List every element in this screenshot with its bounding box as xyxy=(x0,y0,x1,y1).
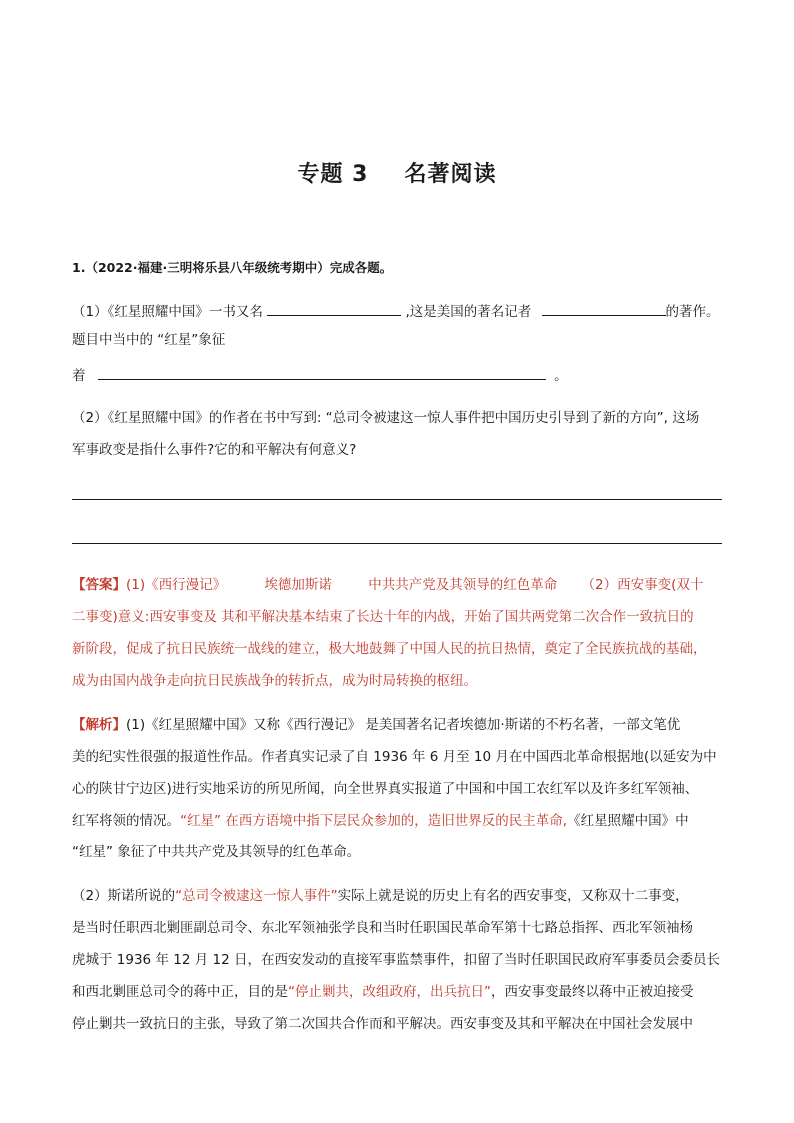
analysis-p2-line-4 xyxy=(72,980,694,1000)
q1-line-3 xyxy=(72,364,568,386)
analysis-p1-4c: 《红星照耀中国》中 xyxy=(567,813,689,829)
analysis-p1-4b: “红星” 在西方语境中指下层民众参加的，造旧世界反的民主革命, xyxy=(180,813,568,829)
analysis-p1-line-1 xyxy=(72,713,680,733)
analysis-p2-1a: （2）斯诺所说的 xyxy=(72,888,176,904)
analysis-p2-4a: 和西北剿匪总司令的蒋中正，目的是 xyxy=(72,984,288,1000)
answer-1d: （2）西安事变(双十 xyxy=(581,577,704,593)
q1-text-d: 着 xyxy=(72,368,86,384)
answer-1c: 中共共产党及其领导的红色革命 xyxy=(368,577,558,593)
analysis-p1-line-4 xyxy=(72,809,689,829)
answer-label: 【答案】 xyxy=(72,577,126,593)
q1-text-a: （1）《红星照耀中国》一书又名 xyxy=(72,304,263,320)
analysis-p1-1: (1)《红星照耀中国》又称《西行漫记》 是美国著名记者埃德加·斯诺的不朽名著，一部文笔优 xyxy=(126,717,681,733)
answer-line-d: 成为由国内战争走向抗日民族战争的转折点，成为时局转换的枢纽。 xyxy=(72,673,477,689)
analysis-p1-4a: 红军将领的情况。 xyxy=(72,813,180,829)
question-header: 1.（2022·福建·三明将乐县八年级统考期中）完成各题。 xyxy=(72,260,393,275)
q1-line-1 xyxy=(72,300,720,322)
analysis-p2-line-3: 虎城于 1936 年 12 月 12 日，在西安发动的直接军事监禁事件，扣留了当时任职国民政府军事委员会委员长 xyxy=(72,952,720,968)
answer-line-c: 新阶段，促成了抗日民族统一战线的建立，极大地鼓舞了中国人民的抗日热情，奠定了全民族抗战的基础， xyxy=(72,641,707,657)
q1-text-e: 。 xyxy=(554,368,568,384)
answer-line-b: 二事变)意义:西安事变及 其和平解决基本结束了长达十年的内战，开始了国共两党第二次合作一致抗日的 xyxy=(72,609,694,625)
analysis-p2-4c: ，西安事变最终以蒋中正被迫接受 xyxy=(491,984,694,1000)
q1-blank-alias[interactable] xyxy=(267,300,401,316)
q2-line-2: 军事政变是指什么事件?它的和平解决有何意义? xyxy=(72,442,357,458)
q2-line-1: （2）《红星照耀中国》的作者在书中写到: “总司令被逮这一惊人事件把中国历史引导到了新的方向”, 这场 xyxy=(72,410,700,426)
q1-blank-author[interactable] xyxy=(542,300,666,316)
analysis-label: 【解析】 xyxy=(72,717,126,733)
title-main: 专题 3 xyxy=(297,162,369,187)
answer-line-2[interactable] xyxy=(72,543,722,544)
q1-text-c: 的著作。 xyxy=(665,304,720,320)
q1-line-2: 题目中当中的 “红星”象征 xyxy=(72,332,226,348)
title-sub: 名著阅读 xyxy=(404,162,497,187)
analysis-p2-line-1 xyxy=(72,884,689,904)
analysis-p2-1c: 实际上就是说的历史上有名的西安事变，又称双十二事变， xyxy=(337,888,689,904)
q1-blank-symbol[interactable] xyxy=(98,364,546,380)
analysis-p2-4b: “停止剿共，改组政府，出兵抗日” xyxy=(288,984,491,1000)
page-title xyxy=(0,157,794,188)
analysis-p2-line-2: 是当时任职西北剿匪副总司令、东北军领袖张学良和当时任职国民革命军第十七路总指挥、西北军领袖杨 xyxy=(72,920,693,936)
answer-line-1[interactable] xyxy=(72,499,722,500)
q1-text-b: ,这是美国的著名记者 xyxy=(405,304,532,320)
analysis-p1-line-3: 心的陕甘宁边区)进行实地采访的所见所闻，向全世界真实报道了中国和中国工农红军以及许多红军领袖、 xyxy=(72,781,699,797)
analysis-p1-line-5: “红星” 象征了中共共产党及其领导的红色革命。 xyxy=(72,844,361,860)
analysis-p2-line-5: 停止剿共一致抗日的主张，导致了第二次国共合作而和平解决。西安事变及其和平解决在中国社会发展中 xyxy=(72,1016,693,1032)
answer-line-a xyxy=(72,573,703,593)
analysis-p1-line-2: 美的纪实性很强的报道性作品。作者真实记录了自 1936 年 6 月至 10 月在中国西北革命根据地(以延安为中 xyxy=(72,749,717,765)
analysis-p2-1b: “总司令被逮这一惊人事件” xyxy=(175,888,338,904)
answer-1b: 埃德加斯诺 xyxy=(264,577,332,593)
answer-1a: (1)《西行漫记》 xyxy=(126,577,227,593)
